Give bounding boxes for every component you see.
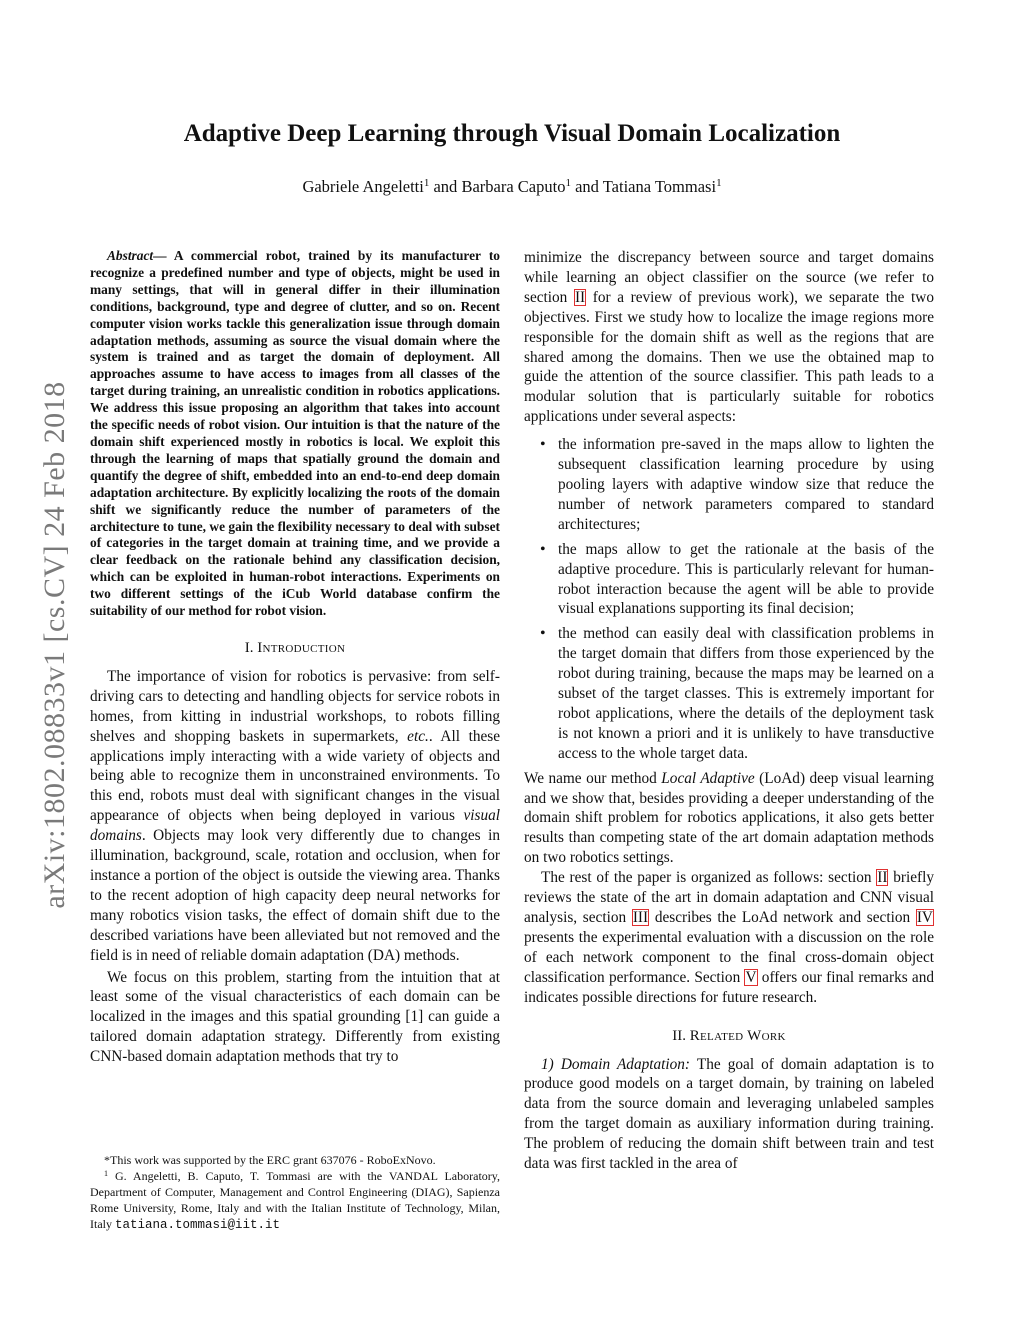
author-conjunction: and — [433, 177, 458, 196]
text-run: presents the experimental evaluation with a discussion on the role of each network component to the final cross-domain object classification performance. Section — [524, 928, 934, 986]
left-column — [90, 248, 500, 1067]
section-number: II. — [672, 1027, 686, 1044]
text-run: describes the LoAd network and section — [649, 909, 916, 926]
paragraph — [524, 248, 934, 427]
author-affiliation-mark: 1 — [716, 177, 722, 189]
method-name: Local Adaptive — [661, 769, 755, 787]
text-run: . Objects may look very differently due to changes in illumination, background, scale, rotation and occlusion, when for instance a portion of the object is outside the viewing area. Thanks to the recent adoption of high capacity deep neural networks for many robotics vision tasks, the effect of domain shift due to the described variations have been alleviated but not removed and the field is in need of reliable domain adaptation (DA) methods. — [90, 827, 500, 964]
section-number: I. — [244, 639, 254, 656]
section-reference-link[interactable]: II — [877, 869, 888, 887]
text-run: for a review of previous work), we separate the two objectives. First we study how to localize the image regions more responsible for the domain shift as well as the regions that are shared among the domains. Then we use the obtained map to guide the attention of the source classifier. This path leads to a modular solution that is particularly suitable for robotics applications under several aspects: — [524, 288, 934, 426]
section-reference-link[interactable]: II — [574, 288, 586, 306]
bullet-list — [524, 435, 934, 764]
author-email-link[interactable]: tatiana.tommasi@iit.it — [115, 1218, 281, 1232]
author-conjunction: and — [575, 177, 599, 196]
paragraph — [524, 769, 934, 869]
footnote-funding: *This work was supported by the ERC grant 637076 - RoboExNovo. — [104, 1153, 436, 1167]
paragraph: We focus on this problem, starting from the intuition that at least some of the visual characteristics of each domain can be localized in the images and this spatial grounding [1] can guide a tailored domain adaptation strategy. Differently from existing CNN-based domain adaptation methods that try to — [90, 968, 500, 1066]
section-heading-related-work — [524, 1026, 934, 1046]
section-title: Related Work — [689, 1027, 786, 1044]
section-reference-link[interactable]: III — [632, 909, 649, 926]
author-affiliation-mark: 1 — [565, 177, 571, 189]
abstract-text: A commercial robot, trained by its manufacturer to recognize a predefined number and type of objects, might be used in many settings, that will in general differ in their illumination conditions, background, type and degree of clutter, and so on. Recent computer vision works tackle this generalization issue through domain adaptation methods, assuming as source the visual domain where the system is trained and as target the domain of deployment. All approaches assume to have access to images from all classes of the target during training, an unrealistic condition in robotics applications. We address this issue proposing an algorithm that takes into account the specific needs of robot vision. Our intuition is that the nature of the domain shift experienced mostly in robotics is local. We exploit this through the learning of maps that spatially ground the domain and quantify the degree of shift, embedded into an end-to-end deep domain adaptation architecture. By explicitly localizing the roots of the domain shift we significantly reduce the number of parameters of the architecture to tune, we gain the flexibility necessary to deal with subset of categories in the target domain at training time, and we provide a clear feedback on the rationale behind any classification decision, which can be exploited in human-robot interactions. Experiments on two different settings of the iCub World database confirm the suitability of our method for robot vision. — [90, 248, 500, 619]
abstract-label: Abstract — [107, 248, 154, 263]
related-work-body — [524, 1055, 934, 1174]
author-affiliation-mark: 1 — [423, 177, 430, 189]
paragraph — [524, 868, 934, 1007]
text-run: (LoAd) deep visual learning and we show that, besides providing a deeper understanding of the domain shift problem for robotics applications, it also gets better results than competing state of the art domain adaptation methods on two robotics settings. — [524, 769, 934, 867]
author-name: Tatiana Tommasi — [602, 177, 717, 196]
paragraph — [90, 667, 500, 966]
paragraph — [524, 1055, 934, 1174]
text-run: The importance of vision for robotics is pervasive: from self-driving cars to detecting and handling objects for service robots in homes, from kitting in industrial workshops, to robots filling shelves and shopping baskets in supermarkets, — [90, 667, 500, 745]
section-title: Introduction — [257, 639, 346, 656]
footnote-affiliations — [90, 1168, 500, 1233]
text-run: The goal of domain adaptation is to produce good models on a target domain, by training on labeled data from the source domain and leveraging unlabeled samples from the target domain as auxiliary information during training. The problem of reducing the domain shift between train and test data was first tackled in the area of — [524, 1055, 934, 1173]
section-reference-link[interactable]: V — [745, 968, 757, 986]
subsection-label: 1) Domain Adaptation: — [541, 1055, 691, 1073]
author-name: Gabriele Angeletti — [302, 177, 424, 196]
abstract-dash: — — [153, 248, 167, 263]
author-line — [0, 175, 1024, 199]
bullet-item: • the maps allow to get the rationale at the basis of the adaptive procedure. This is particularly relevant for human-robot interaction because the agent will be able to provide visual explanations supporting its final decision; — [524, 540, 934, 620]
right-column — [524, 248, 934, 1174]
text-run-italic: visual domains — [90, 807, 500, 845]
section-heading-introduction — [90, 638, 500, 658]
introduction-continued — [524, 248, 934, 1008]
abstract — [90, 248, 500, 620]
author-name: Barbara Caputo — [461, 177, 566, 196]
text-run: minimize the discrepancy between source and target domains while learning an object classifier on the source (we refer to section — [524, 249, 934, 306]
bullet-item: • the information pre-saved in the maps allow to lighten the subsequent classification learning procedure by using pooling layers with adaptive window size that reduce the number of network parameters compared to standard architectures; — [524, 435, 934, 535]
text-run: We name our method — [524, 769, 662, 787]
footnote-text: G. Angeletti, B. Caputo, T. Tommasi are with the VANDAL Laboratory, Department of Computer, Management and Control Engineering (DIAG), Sapienza Rome University, Rome, Italy and with the Italian Institute of Technology, Milan, Italy — [90, 1169, 500, 1231]
arxiv-stamp: arXiv:1802.08833v1 [cs.CV] 24 Feb 2018 — [38, 381, 71, 909]
footnotes — [90, 1152, 500, 1233]
introduction-body — [90, 667, 500, 1067]
text-run: The rest of the paper is organized as follows: section — [541, 869, 877, 887]
paper-title: Adaptive Deep Learning through Visual Domain Localization — [183, 120, 841, 147]
section-reference-link[interactable]: IV — [916, 909, 933, 926]
text-run: . All these applications imply interacting with a wide variety of objects and being able to recognize them in unconstrained environments. To this end, robots must deal with significant changes in the visual appearance of objects when being deployed in various — [90, 727, 501, 825]
text-run: offers our final remarks and indicates possible directions for future research. — [524, 968, 935, 1006]
text-run: briefly reviews the state of the art in domain adaptation and CNN visual analysis, section — [524, 869, 934, 926]
footnote-mark: 1 — [104, 1169, 108, 1178]
bullet-item: • the method can easily deal with classification problems in the target domain that differs from those experienced by the robot during training, because the maps may be learned on a subset of the target classes. This is extremely important for robot applications, where the details of the deployment task is not known a priori and it is unlikely to have transductive access to the whole target data. — [524, 624, 934, 763]
text-run-italic: etc. — [407, 727, 429, 745]
